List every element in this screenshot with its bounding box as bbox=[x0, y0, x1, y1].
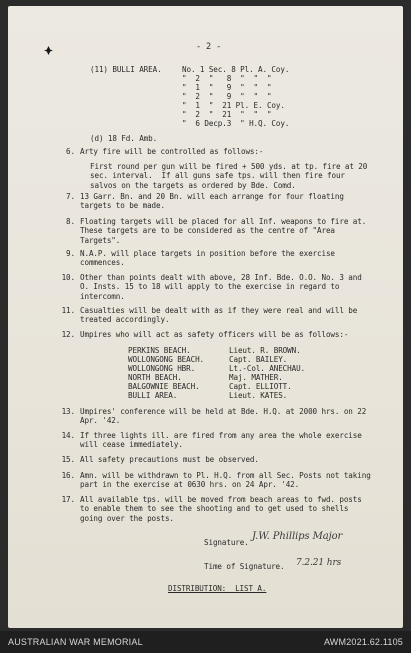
item-number: 9. bbox=[66, 249, 75, 258]
umpire-name: Maj. MATHER. bbox=[229, 373, 283, 382]
area-row: " 1 " 21 Pl. E. Coy. bbox=[182, 101, 285, 110]
umpire-location: BALGOWNIE BEACH. bbox=[128, 382, 200, 391]
footer-accession: AWM2021.62.1105 bbox=[323, 637, 403, 647]
time-of-signature-value: 7.2.21 hrs bbox=[296, 558, 342, 568]
item-number: 14. bbox=[61, 431, 75, 440]
umpire-location: PERKINS BEACH. bbox=[128, 346, 191, 355]
umpire-location: WOLLONGONG BEACH. bbox=[128, 355, 205, 364]
item-text: Other than points dealt with above, 28 Inf. Bde. O.O. No. 3 and O. Insts. 15 to 18 will apply to the exercise in regard to intercomn. bbox=[80, 273, 367, 301]
area-label: (11) BULLI AREA. bbox=[90, 65, 162, 74]
umpire-location: WOLLONGONG HBR. bbox=[128, 364, 196, 373]
item-text: Casualties will be dealt with as if they were real and will be treated accordingly. bbox=[80, 306, 362, 325]
area-row: " 2 " 9 " " " bbox=[182, 92, 272, 101]
area-row: " 6 Decp.3 " H.Q. Coy. bbox=[182, 119, 290, 128]
item-text: Floating targets will be placed for all Inf. weapons to fire at. These targets are to be considered as the centre of "Area Targets". bbox=[80, 217, 376, 245]
item-number: 7. bbox=[66, 192, 75, 201]
item-number: 15. bbox=[61, 455, 75, 464]
item-number: 12. bbox=[61, 330, 75, 339]
page-number: - 2 - bbox=[196, 42, 222, 52]
umpire-name: Lt.-Col. ANECHAU. bbox=[229, 364, 306, 373]
item-number: 6. bbox=[66, 147, 75, 156]
time-of-signature-label: Time of Signature. bbox=[204, 562, 285, 571]
item-text: First round per gun will be fired + 500 yds. at tp. fire at 20 sec. interval. If all guns safe tps. will then fire four salvos on the targets as ordered by Bde. Comd. bbox=[90, 162, 372, 190]
item-text: All available tps. will be moved from beach areas to fwd. posts to enable them to see the shooting and to get used to shells going over the posts. bbox=[80, 495, 367, 523]
distribution: DISTRIBUTION: LIST A. bbox=[168, 584, 267, 593]
handwritten-signature: J.W. Phillips Major bbox=[252, 531, 343, 542]
area-row: " 2 " 21 " " " bbox=[182, 110, 272, 119]
item-text: N.A.P. will place targets in position before the exercise commences. bbox=[80, 249, 340, 268]
item-text: All safety precautions must be observed. bbox=[80, 455, 259, 464]
item-number: 16. bbox=[61, 471, 75, 480]
umpire-name: Lieut. R. BROWN. bbox=[229, 346, 301, 355]
footer-source: AUSTRALIAN WAR MEMORIAL bbox=[8, 637, 143, 647]
area-row: " 1 " 9 " " " bbox=[182, 83, 272, 92]
signature-label: Signature. bbox=[204, 538, 249, 547]
area-row: " 2 " 8 " " " bbox=[182, 74, 272, 83]
item-text: Arty fire will be controlled as follows:- bbox=[80, 147, 264, 156]
item-text: Amn. will be withdrawn to Pl. H.Q. from all Sec. Posts not taking part in the exercise at 0630 hrs. on 24 Apr. '42. bbox=[80, 471, 376, 490]
umpire-location: NORTH BEACH. bbox=[128, 373, 182, 382]
item-text: 13 Garr. Bn. and 20 Bn. will each arrange for four floating targets to be made. bbox=[80, 192, 349, 211]
item-number: 11. bbox=[61, 306, 75, 315]
umpire-name: Capt. ELLIOTT. bbox=[229, 382, 292, 391]
item-number: 8. bbox=[66, 217, 75, 226]
item-text: Umpires' conference will be held at Bde. H.Q. at 2000 hrs. on 22 Apr. '42. bbox=[80, 407, 371, 426]
document-page bbox=[8, 6, 403, 628]
umpire-location: BULLI AREA. bbox=[128, 391, 178, 400]
item-number: 13. bbox=[61, 407, 75, 416]
umpire-name: Lieut. KATES. bbox=[229, 391, 288, 400]
item-number: 17. bbox=[61, 495, 75, 504]
item-d: (d) 18 Fd. Amb. bbox=[90, 134, 158, 143]
punch-hole-icon bbox=[44, 46, 53, 55]
footer-bar bbox=[0, 631, 411, 653]
umpire-name: Capt. BAILEY. bbox=[229, 355, 288, 364]
area-row: No. 1 Sec. 8 Pl. A. Coy. bbox=[182, 65, 290, 74]
item-text: Umpires who will act as safety officers will be as follows:- bbox=[80, 330, 349, 339]
item-text: If three lights ill. are fired from any area the whole exercise will cease immediately. bbox=[80, 431, 367, 450]
item-number: 10. bbox=[61, 273, 75, 282]
